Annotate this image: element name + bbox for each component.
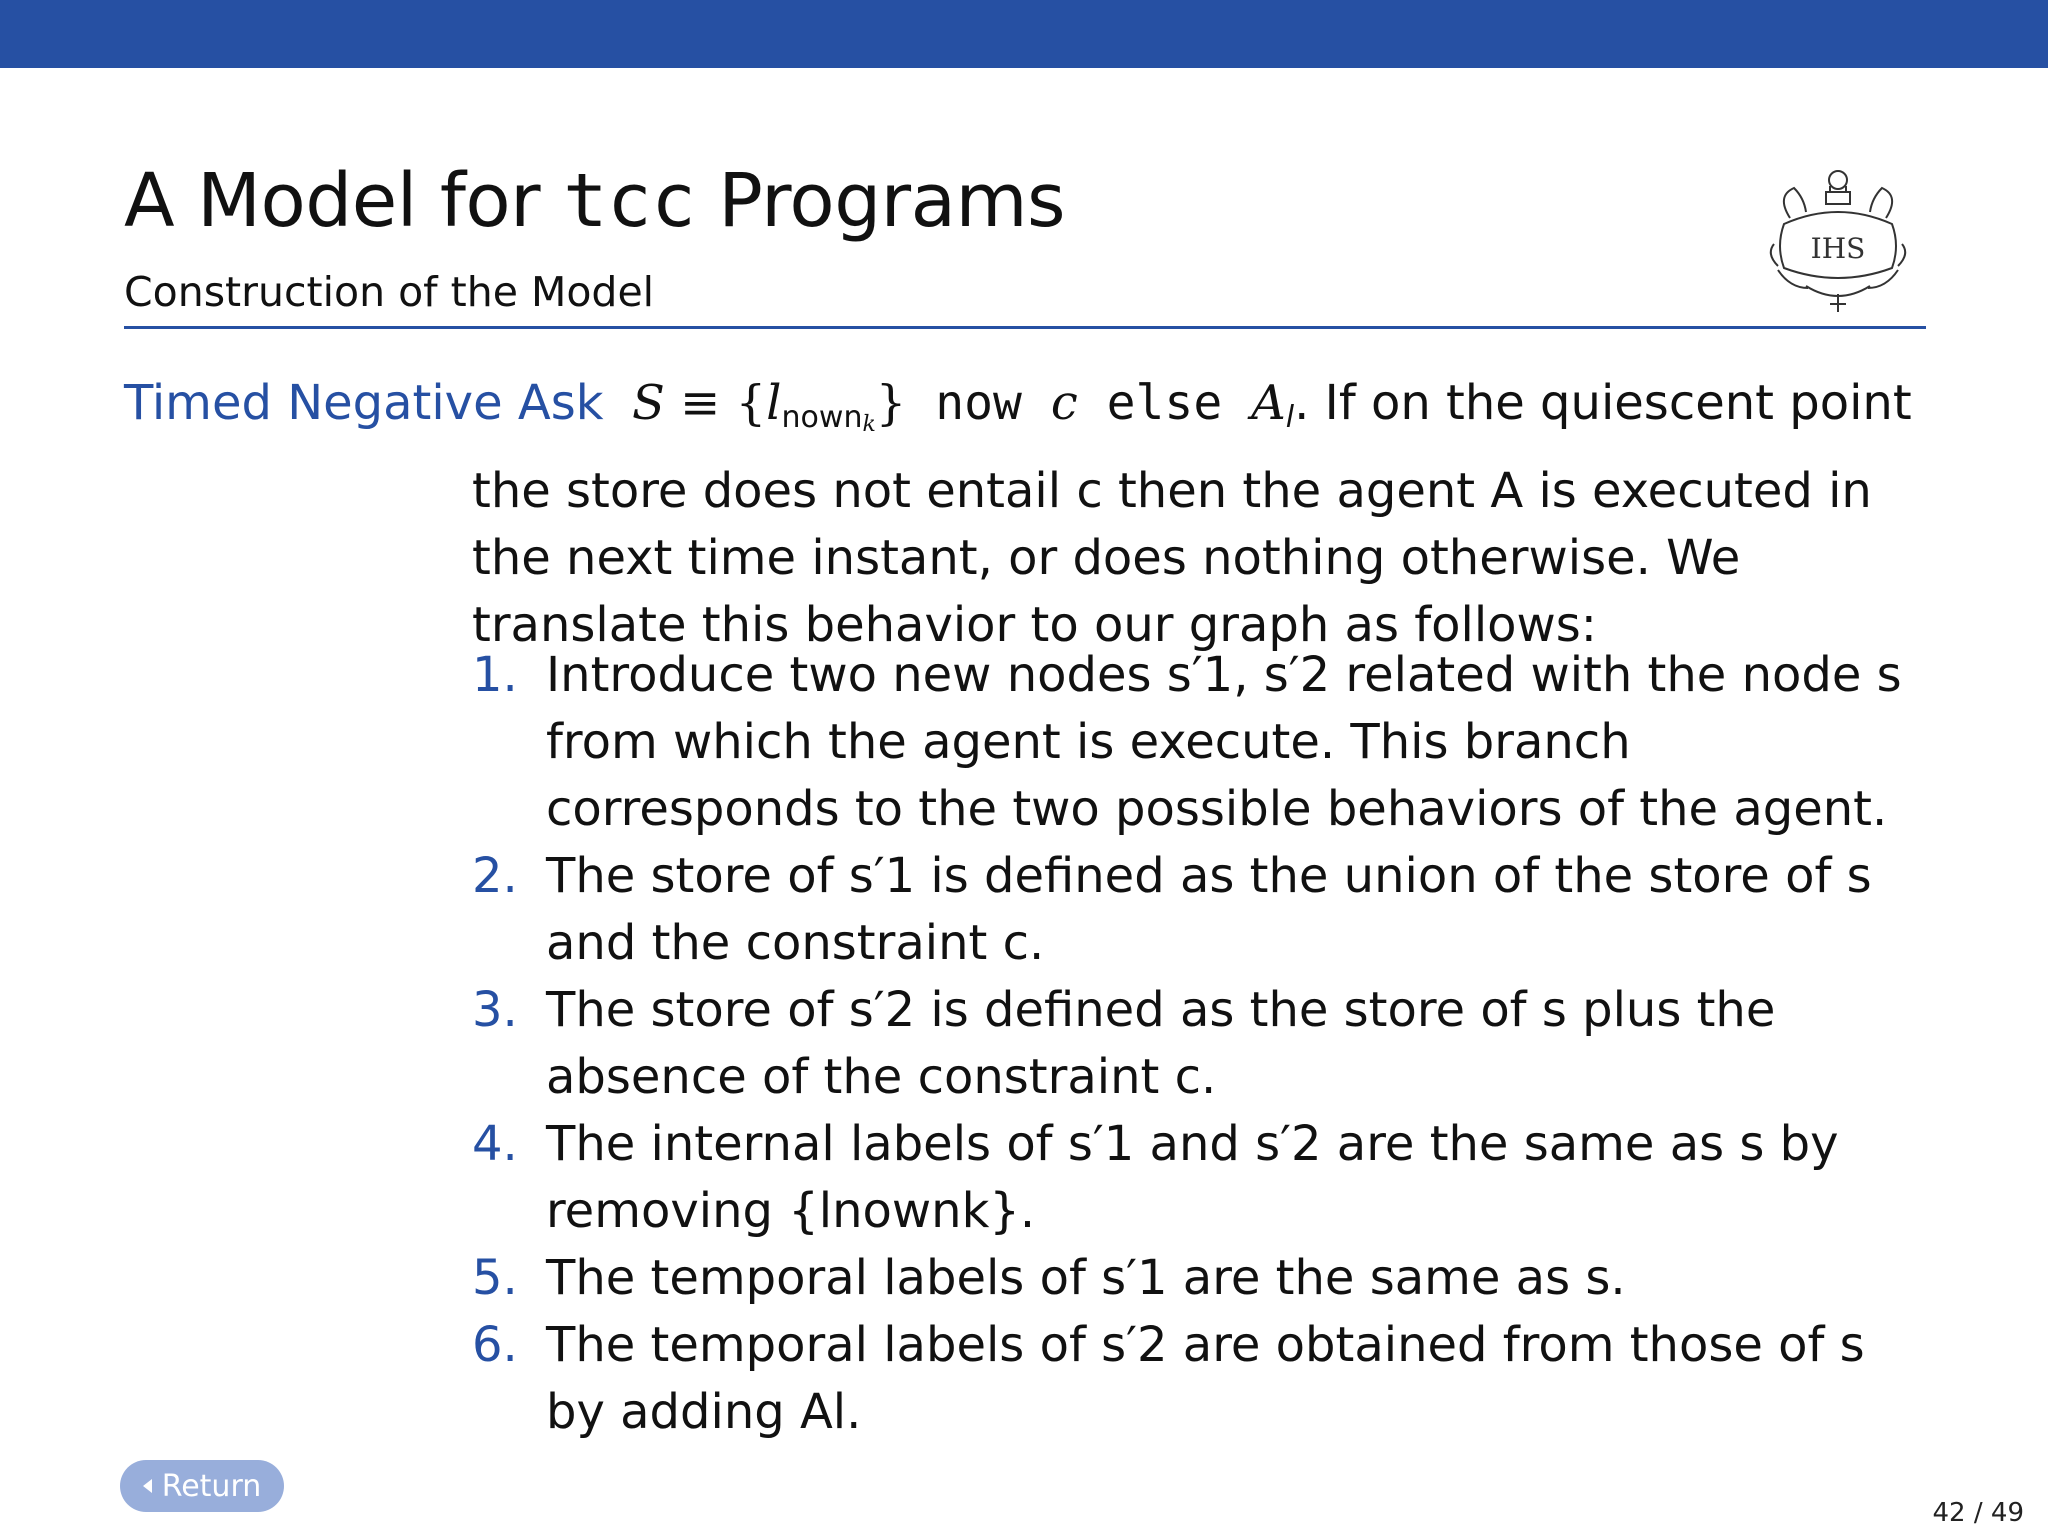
page-number bbox=[1933, 1498, 2024, 1528]
list-item-number: 5. bbox=[472, 1250, 518, 1306]
list-item bbox=[472, 1245, 1922, 1312]
page-separator: / bbox=[1965, 1498, 1991, 1528]
formula-lbrace: { bbox=[735, 375, 767, 431]
list-item-text: The store of s′1 is defined as the union of the store of s and the constraint c. bbox=[546, 848, 1872, 971]
list-item-text: The internal labels of s′1 and s′2 are the same as s by removing {lnownk}. bbox=[546, 1116, 1839, 1239]
definition-label: Timed Negative Ask bbox=[124, 375, 604, 431]
formula-A-sub bbox=[1286, 400, 1294, 435]
definition-text bbox=[472, 370, 1912, 659]
list-item bbox=[472, 1111, 1922, 1245]
list-item-text: The temporal labels of s′2 are obtained from those of s by adding Al. bbox=[546, 1317, 1865, 1440]
page-current: 42 bbox=[1932, 1498, 1966, 1528]
list-item bbox=[472, 843, 1922, 977]
header-bar bbox=[0, 0, 2048, 68]
formula-S: S bbox=[632, 375, 665, 431]
return-label: Return bbox=[161, 1468, 262, 1504]
formula-c: c bbox=[1050, 375, 1078, 431]
triangle-left-icon bbox=[143, 1479, 152, 1493]
title-post: Programs bbox=[695, 158, 1066, 244]
list-item bbox=[472, 977, 1922, 1111]
seal-letters: IHS bbox=[1810, 232, 1866, 265]
formula-n-sub: n bbox=[843, 400, 863, 435]
formula-A-sub-l: l bbox=[1285, 400, 1295, 435]
list-item-text: Introduce two new nodes s′1, s′2 related with the node s from which the agent is execute. This branch corresponds to the two possible behaviors of the agent. bbox=[546, 647, 1902, 837]
page-total: 49 bbox=[1990, 1498, 2024, 1528]
formula-rbrace: } bbox=[875, 375, 907, 431]
formula-l-sub bbox=[782, 400, 876, 435]
formula-k-subsub: k bbox=[862, 412, 876, 437]
list-item-text: The store of s′2 is defined as the store of s plus the absence of the constraint c. bbox=[546, 982, 1776, 1105]
title-rule bbox=[124, 326, 1926, 329]
list-item-number: 1. bbox=[472, 647, 518, 703]
formula-equiv: ≡ bbox=[664, 375, 736, 431]
university-seal-icon bbox=[1760, 158, 1916, 318]
intro-text: . If on the quiescent point the store does not entail c then the agent A is executed in the next time instant, or does nothing otherwise. We translate this behavior to our graph as follows: bbox=[472, 375, 1912, 653]
list-item-number: 4. bbox=[472, 1116, 518, 1172]
slide-subtitle: Construction of the Model bbox=[124, 268, 655, 316]
return-button[interactable] bbox=[120, 1460, 284, 1512]
list-item-number: 3. bbox=[472, 982, 518, 1038]
formula-now-sub: now bbox=[781, 400, 844, 435]
formula bbox=[632, 375, 1295, 437]
list-item bbox=[472, 1312, 1922, 1446]
list-item bbox=[472, 642, 1922, 843]
list-item-number: 2. bbox=[472, 848, 518, 904]
formula-A: A bbox=[1251, 375, 1286, 431]
formula-l: l bbox=[766, 375, 782, 431]
list-item-text: The temporal labels of s′1 are the same as s. bbox=[546, 1250, 1626, 1306]
slide-title bbox=[124, 158, 1066, 244]
steps-list bbox=[472, 642, 1922, 1446]
title-code: tcc bbox=[563, 158, 696, 244]
formula-now-keyword: now bbox=[906, 375, 1051, 431]
title-pre: A Model for bbox=[124, 158, 564, 244]
formula-else-keyword: else bbox=[1077, 375, 1252, 431]
list-item-number: 6. bbox=[472, 1317, 518, 1373]
